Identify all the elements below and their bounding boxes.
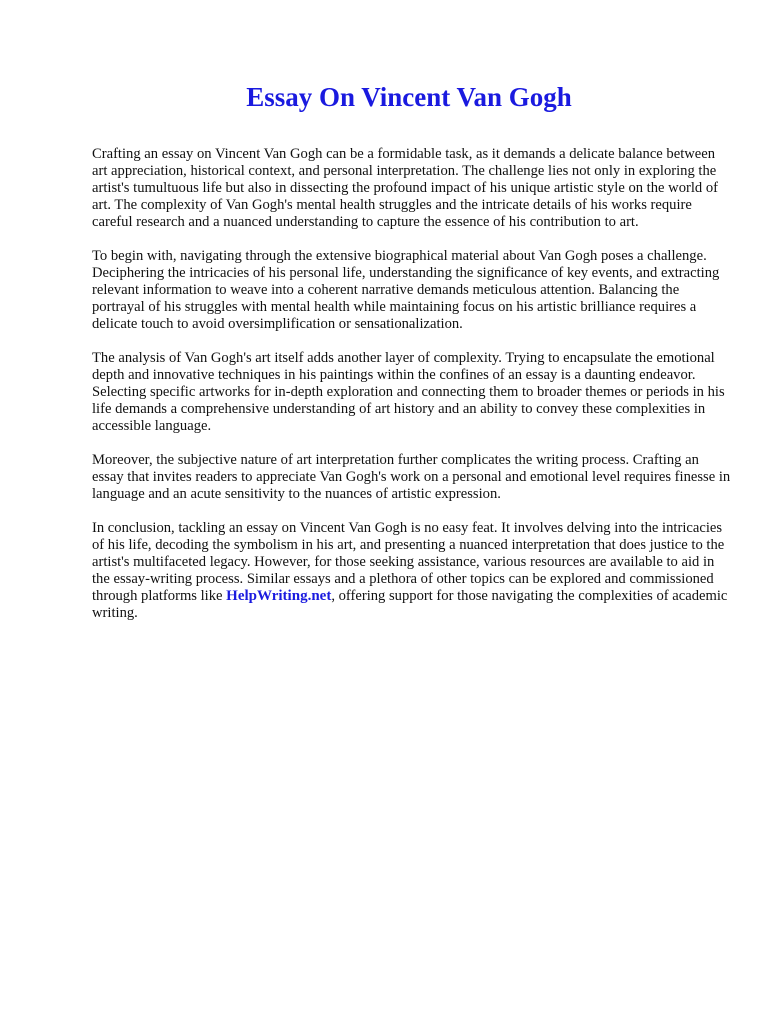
paragraph-intro: Crafting an essay on Vincent Van Gogh can be a formidable task, as it demands a delicate balance between art appreciation, historical context, and personal interpretation. The challenge lies not only in exploring the artist's tumultuous life but also in dissecting the profound impact of his unique artistic style on the world of art. The complexity of Van Gogh's mental health struggles and the intricate details of his works require careful research and a nuanced understanding to capture the essence of his contribution to art.	[92, 146, 719, 230]
page-title: Essay On Vincent Van Gogh	[246, 82, 572, 112]
paragraph-art-analysis: The analysis of Van Gogh's art itself adds another layer of complexity. Trying to encapsulate the emotional depth and innovative techniques in his paintings within the confines of an essay is a daunting endeavor. Selecting specific artworks for in-depth exploration and connecting them to broader themes or periods in his life demands a comprehensive understanding of art history and an ability to convey these complexities in accessible language.	[92, 350, 725, 434]
essay-body	[92, 146, 732, 639]
helpwriting-link[interactable]: HelpWriting.net	[226, 588, 332, 604]
paragraph-conclusion	[92, 520, 732, 622]
paragraph-interpretation: Moreover, the subjective nature of art interpretation further complicates the writing process. Crafting an essay that invites readers to appreciate Van Gogh's work on a personal and emotional level requires finesse in language and an acute sensitivity to the nuances of artistic expression.	[92, 452, 731, 502]
conclusion-text-start: In conclusion, tackling an essay on Vincent Van Gogh is no easy feat. It involves delving into the intricacies of his life, decoding the symbolism in his art, and presenting a nuanced interpretation that does justice to the artist's multifaceted legacy. However, for those seeking assistance, various resources are available to aid in the essay-writing process. Similar essays and a plethora of other topics can be explored and commissioned through platforms like	[92, 520, 725, 604]
conclusion-text-end: , offering support for those navigating the complexities of academic writing.	[92, 588, 728, 621]
paragraph-biography: To begin with, navigating through the extensive biographical material about Van Gogh poses a challenge. Deciphering the intricacies of his personal life, understanding the significance of key events, and extracting relevant information to weave into a coherent narrative demands meticulous attention. Balancing the portrayal of his struggles with mental health while maintaining focus on his artistic brilliance requires a delicate touch to avoid oversimplification or sensationalization.	[92, 248, 720, 332]
